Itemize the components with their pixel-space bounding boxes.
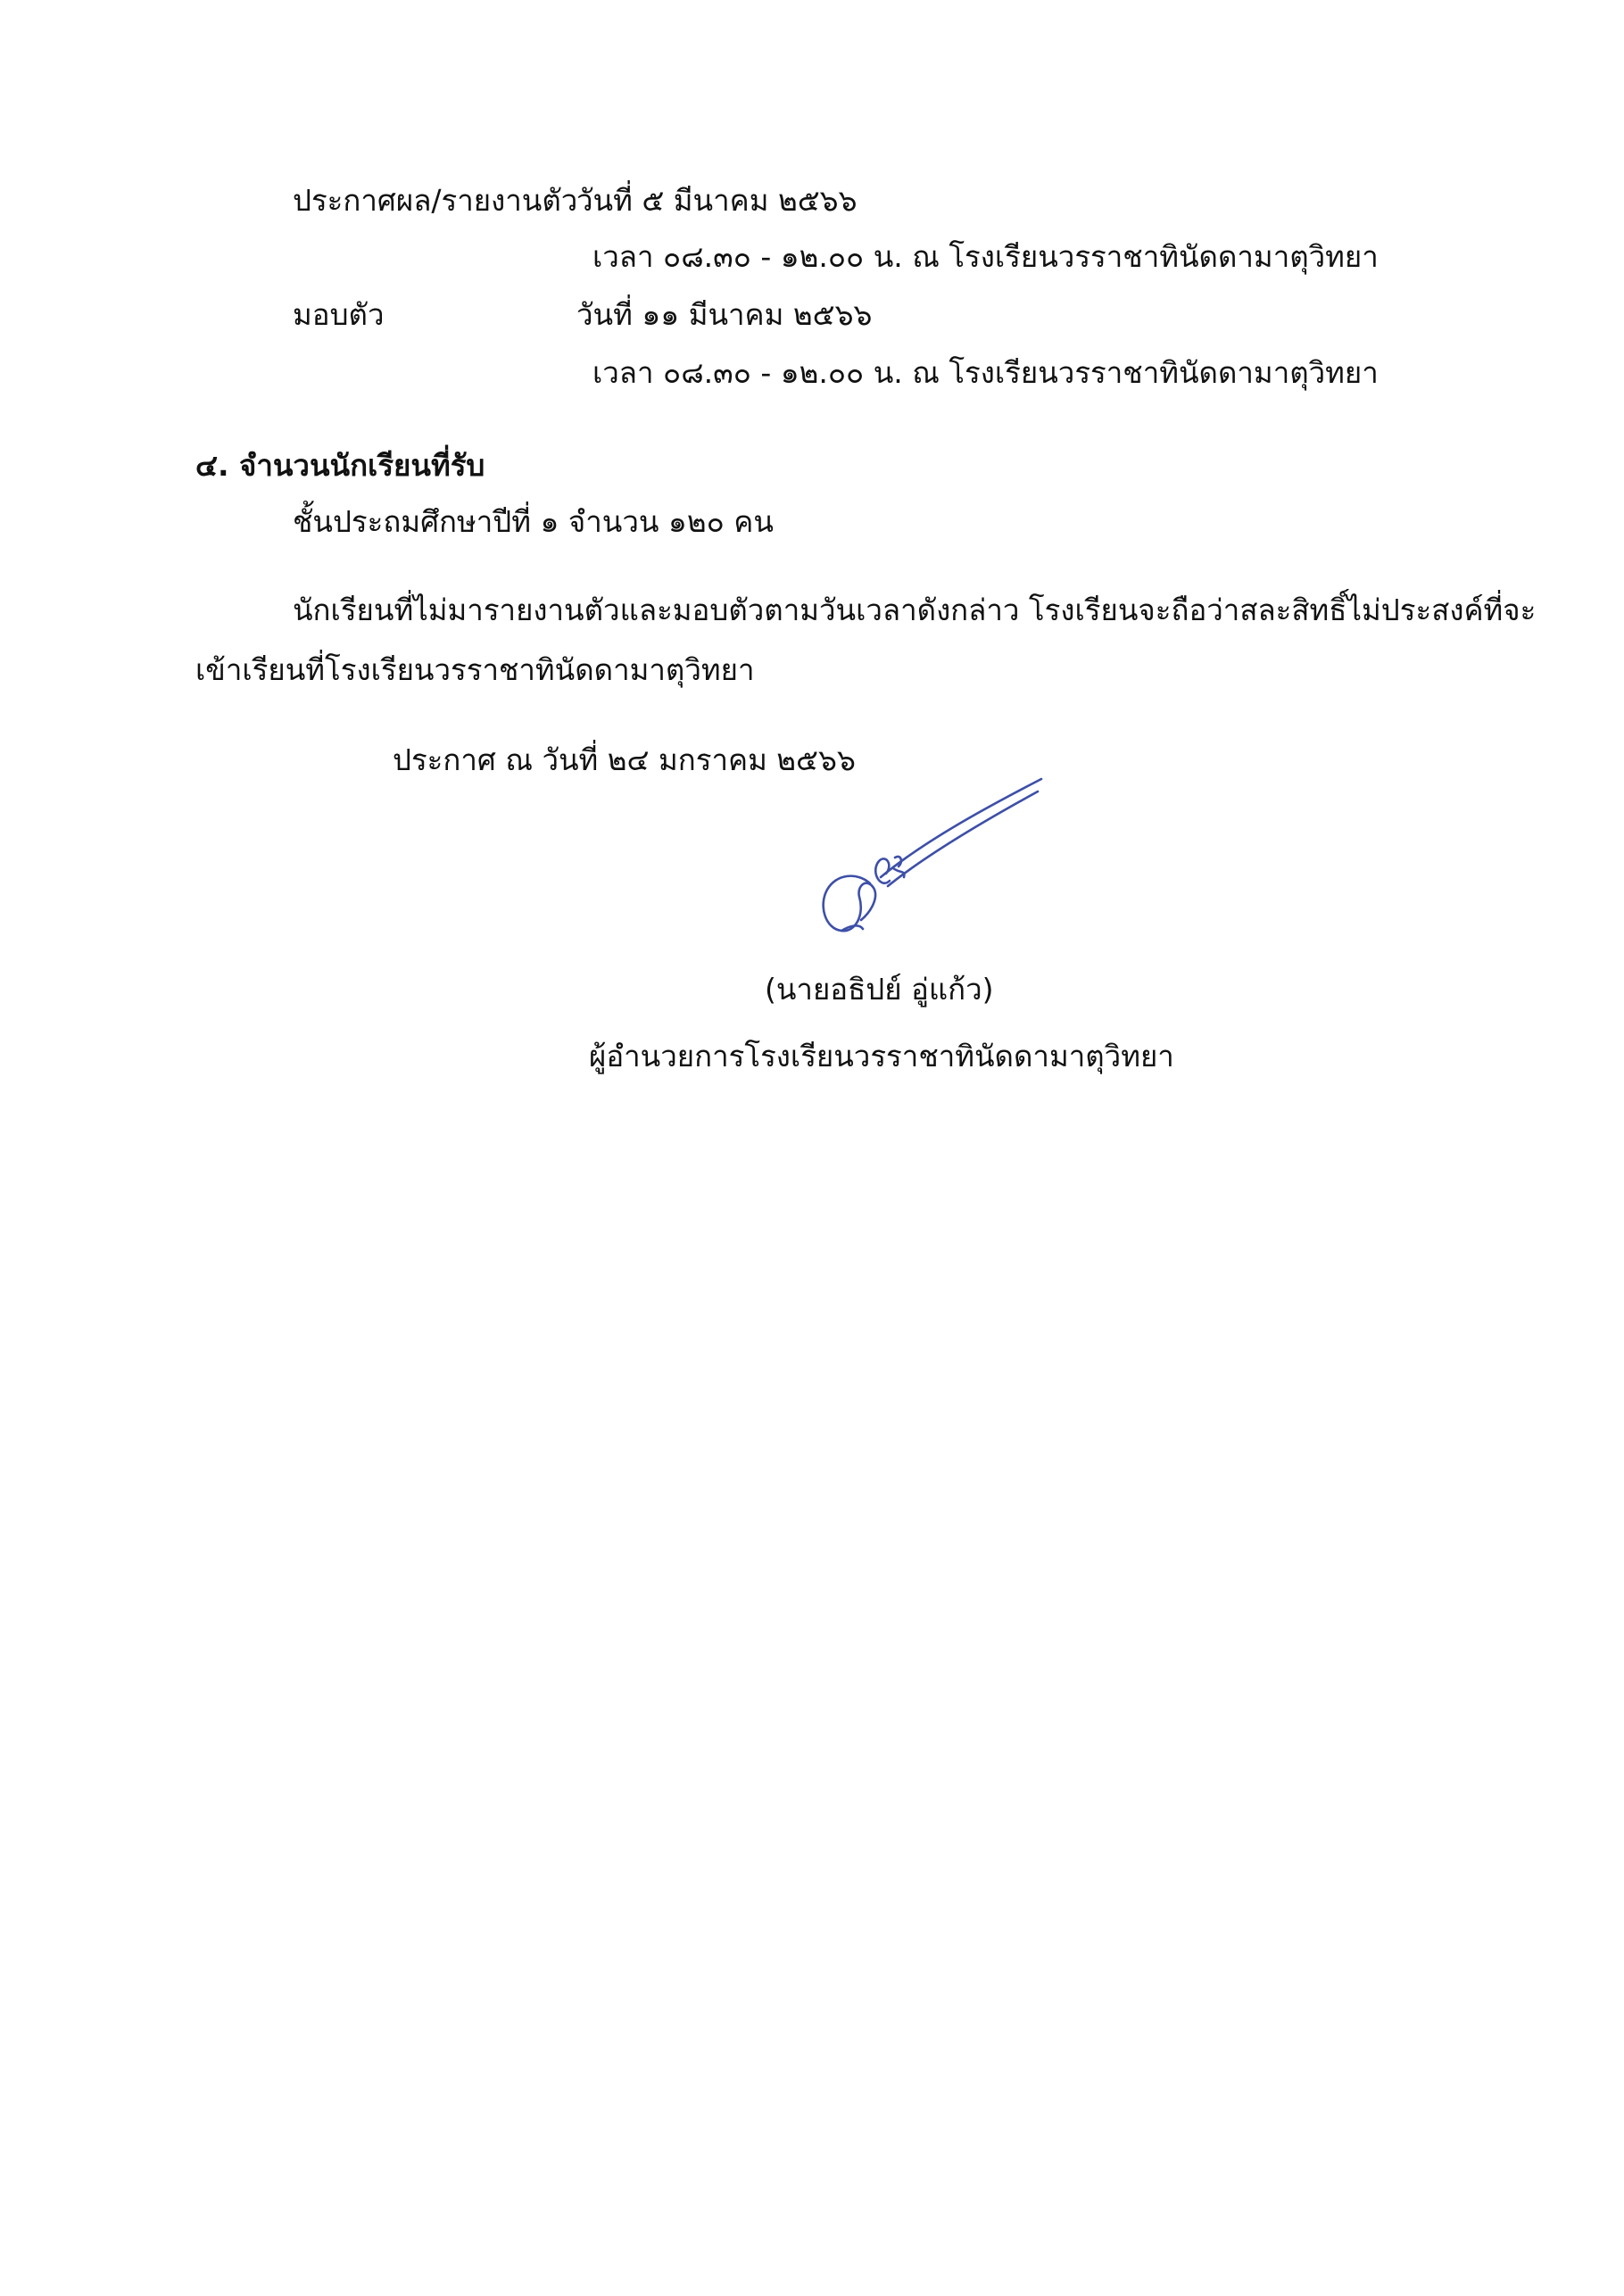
section-heading: ๔. จำนวนนักเรียนที่รับ	[195, 448, 485, 483]
signatory-title: ผู้อำนวยการโรงเรียนวรราชาทินัดดามาตุวิทยา	[589, 1039, 1174, 1073]
signature-image	[808, 772, 1048, 955]
capacity-text: ชั้นประถมศึกษาปีที่ ๑ จำนวน ๑๒๐ คน	[293, 504, 774, 539]
announce-label: ประกาศผล/รายงานตัว	[293, 183, 578, 218]
announce-date: วันที่ ๕ มีนาคม ๒๕๖๖	[576, 183, 858, 218]
announce-time: เวลา ๐๘.๓๐ - ๑๒.๐๐ น. ณ โรงเรียนวรราชาทินัดดามาตุวิทยา	[592, 239, 1379, 274]
handover-time: เวลา ๐๘.๓๐ - ๑๒.๐๐ น. ณ โรงเรียนวรราชาทินัดดามาตุวิทยา	[592, 355, 1379, 390]
notice-line-2: เข้าเรียนที่โรงเรียนวรราชาทินัดดามาตุวิทยา	[195, 652, 755, 687]
handover-date: วันที่ ๑๑ มีนาคม ๒๕๖๖	[576, 297, 873, 332]
announcement-date: ประกาศ ณ วันที่ ๒๔ มกราคม ๒๕๖๖	[393, 742, 856, 777]
signatory-name: (นายอธิปย์ อู่แก้ว)	[765, 972, 994, 1007]
notice-line-1: นักเรียนที่ไม่มารายงานตัวและมอบตัวตามวันเวลาดังกล่าว โรงเรียนจะถือว่าสละสิทธิ์ไม่ประสงค์ที่จะ	[293, 593, 1537, 627]
handover-label: มอบตัว	[293, 297, 385, 332]
